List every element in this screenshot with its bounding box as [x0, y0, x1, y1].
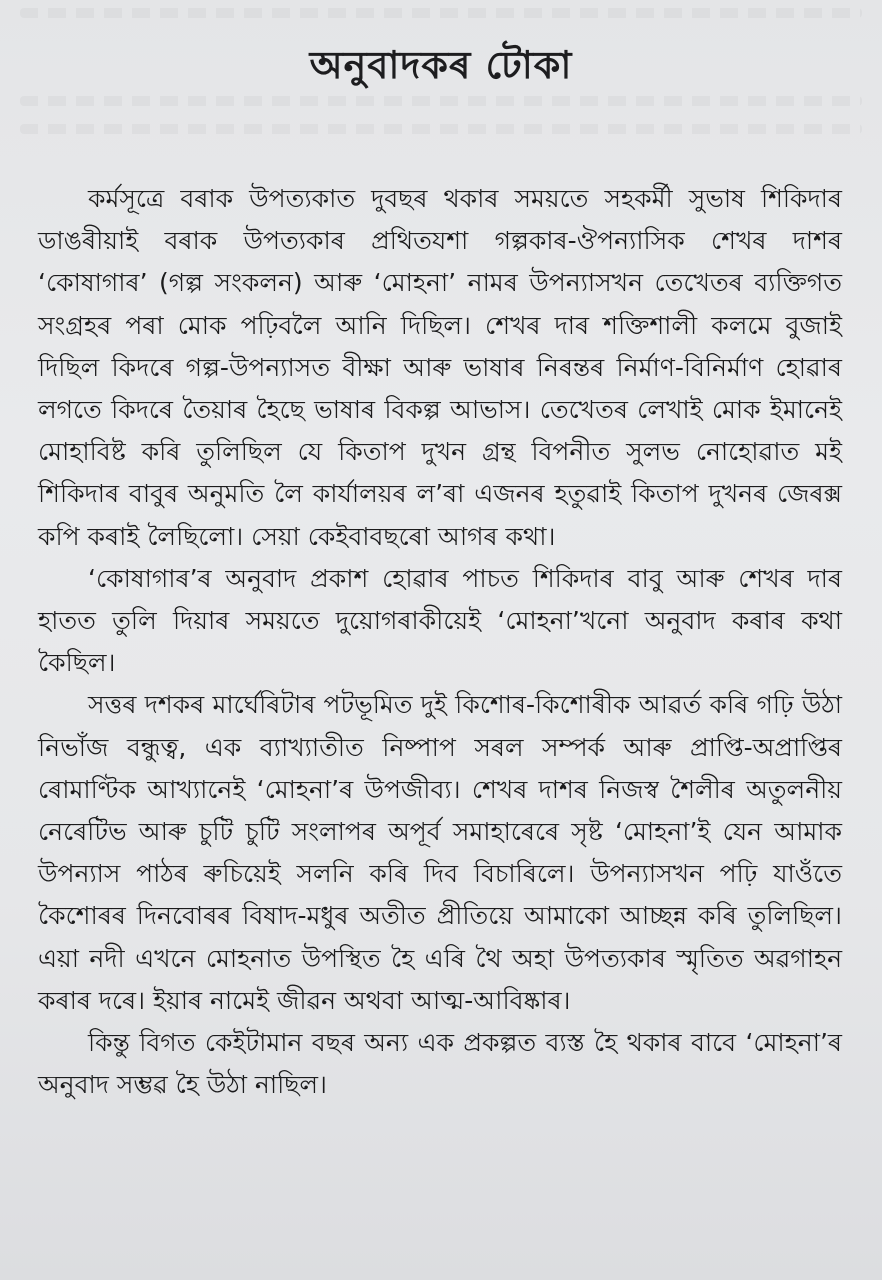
- paragraph-3: সত্তৰ দশকৰ মাৰ্ঘেৰিটাৰ পটভূমিত দুই কিশোৰ-কিশোৰীক আৱৰ্ত কৰি গঢ়ি উঠা নিভাঁজ বন্ধুত্ব, এক ব্যাখ্যাতীত নিষ্পাপ সৰল সম্পৰ্ক আৰু প্ৰাপ্তি-অপ্ৰাপ্তিৰ ৰোমাণ্টিক আখ্যানেই ‘মোহনা’ৰ উপজীব্য। শেখৰ দাশৰ নিজস্ব শৈলীৰ অতুলনীয় নেৰেটিভ আৰু চুটি চুটি সংলাপৰ অপূৰ্ব সমাহাৰেৰে সৃষ্ট ‘মোহনা’ই যেন আমাক উপন্যাস পাঠৰ ৰুচিয়েই সলনি কৰি দিব বিচাৰিলে। উপন্যাসখন পঢ়ি যাওঁতে কৈশোৰৰ দিনবোৰৰ বিষাদ-মধুৰ অতীত প্ৰীতিয়ে আমাকো আচ্ছন্ন কৰি তুলিছিল। এয়া নদী এখনে মোহনাত উপস্থিত হৈ এৰি থৈ অহা উপত্যকাৰ স্মৃতিত অৱগাহন কৰাৰ দৰে। ইয়াৰ নামেই জীৱন অথবা আত্ম-আবিষ্কাৰ।: [38, 690, 842, 1015]
- bleed-through-text: [20, 8, 862, 18]
- paragraph-2: ‘কোষাগাৰ’ৰ অনুবাদ প্ৰকাশ হোৱাৰ পাচত শিকিদাৰ বাবু আৰু শেখৰ দাৰ হাতত তুলি দিয়াৰ সময়তে দুয়োগৰাকীয়েই ‘মোহনা’খনো অনুবাদ কৰাৰ কথা কৈছিল।: [38, 563, 842, 678]
- body-text: [38, 178, 842, 1106]
- paragraph-1: কৰ্মসূত্ৰে বৰাক উপত্যকাত দুবছৰ থকাৰ সময়তে সহকৰ্মী সুভাষ শিকিদাৰ ডাঙৰীয়াই বৰাক উপত্যকাৰ প্ৰথিতযশা গল্পকাৰ-ঔপন্যাসিক শেখৰ দাশৰ ‘কোষাগাৰ’ (গল্প সংকলন) আৰু ‘মোহনা’ নামৰ উপন্যাসখন তেখেতৰ ব্যক্তিগত সংগ্ৰহৰ পৰা মোক পঢ়িবলৈ আনি দিছিল। শেখৰ দাৰ শক্তিশালী কলমে বুজাই দিছিল কিদৰে গল্প-উপন্যাসত বীক্ষা আৰু ভাষাৰ নিৰন্তৰ নিৰ্মাণ-বিনিৰ্মাণ হোৱাৰ লগতে কিদৰে তৈয়াৰ হৈছে ভাষাৰ বিকল্প আভাস। তেখেতৰ লেখাই মোক ইমানেই মোহাবিষ্ট কৰি তুলিছিল যে কিতাপ দুখন গ্ৰন্থ বিপনীত সুলভ নোহোৱাত মই শিকিদাৰ বাবুৰ অনুমতি লৈ কাৰ্যালয়ৰ ল’ৰা এজনৰ হতুৱাই কিতাপ দুখনৰ জেৰক্স কপি কৰাই লৈছিলো। সেয়া কেইবাবছৰো আগৰ কথা।: [38, 184, 842, 551]
- page-title: অনুবাদকৰ টোকা: [309, 43, 573, 87]
- bleed-through-text: [20, 124, 862, 134]
- paragraph-4: কিন্তু বিগত কেইটামান বছৰ অন্য এক প্ৰকল্পত ব্যস্ত হৈ থকাৰ বাবে ‘মোহনা’ৰ অনুবাদ সম্ভৱ হৈ উঠা নাছিল।: [38, 1028, 842, 1100]
